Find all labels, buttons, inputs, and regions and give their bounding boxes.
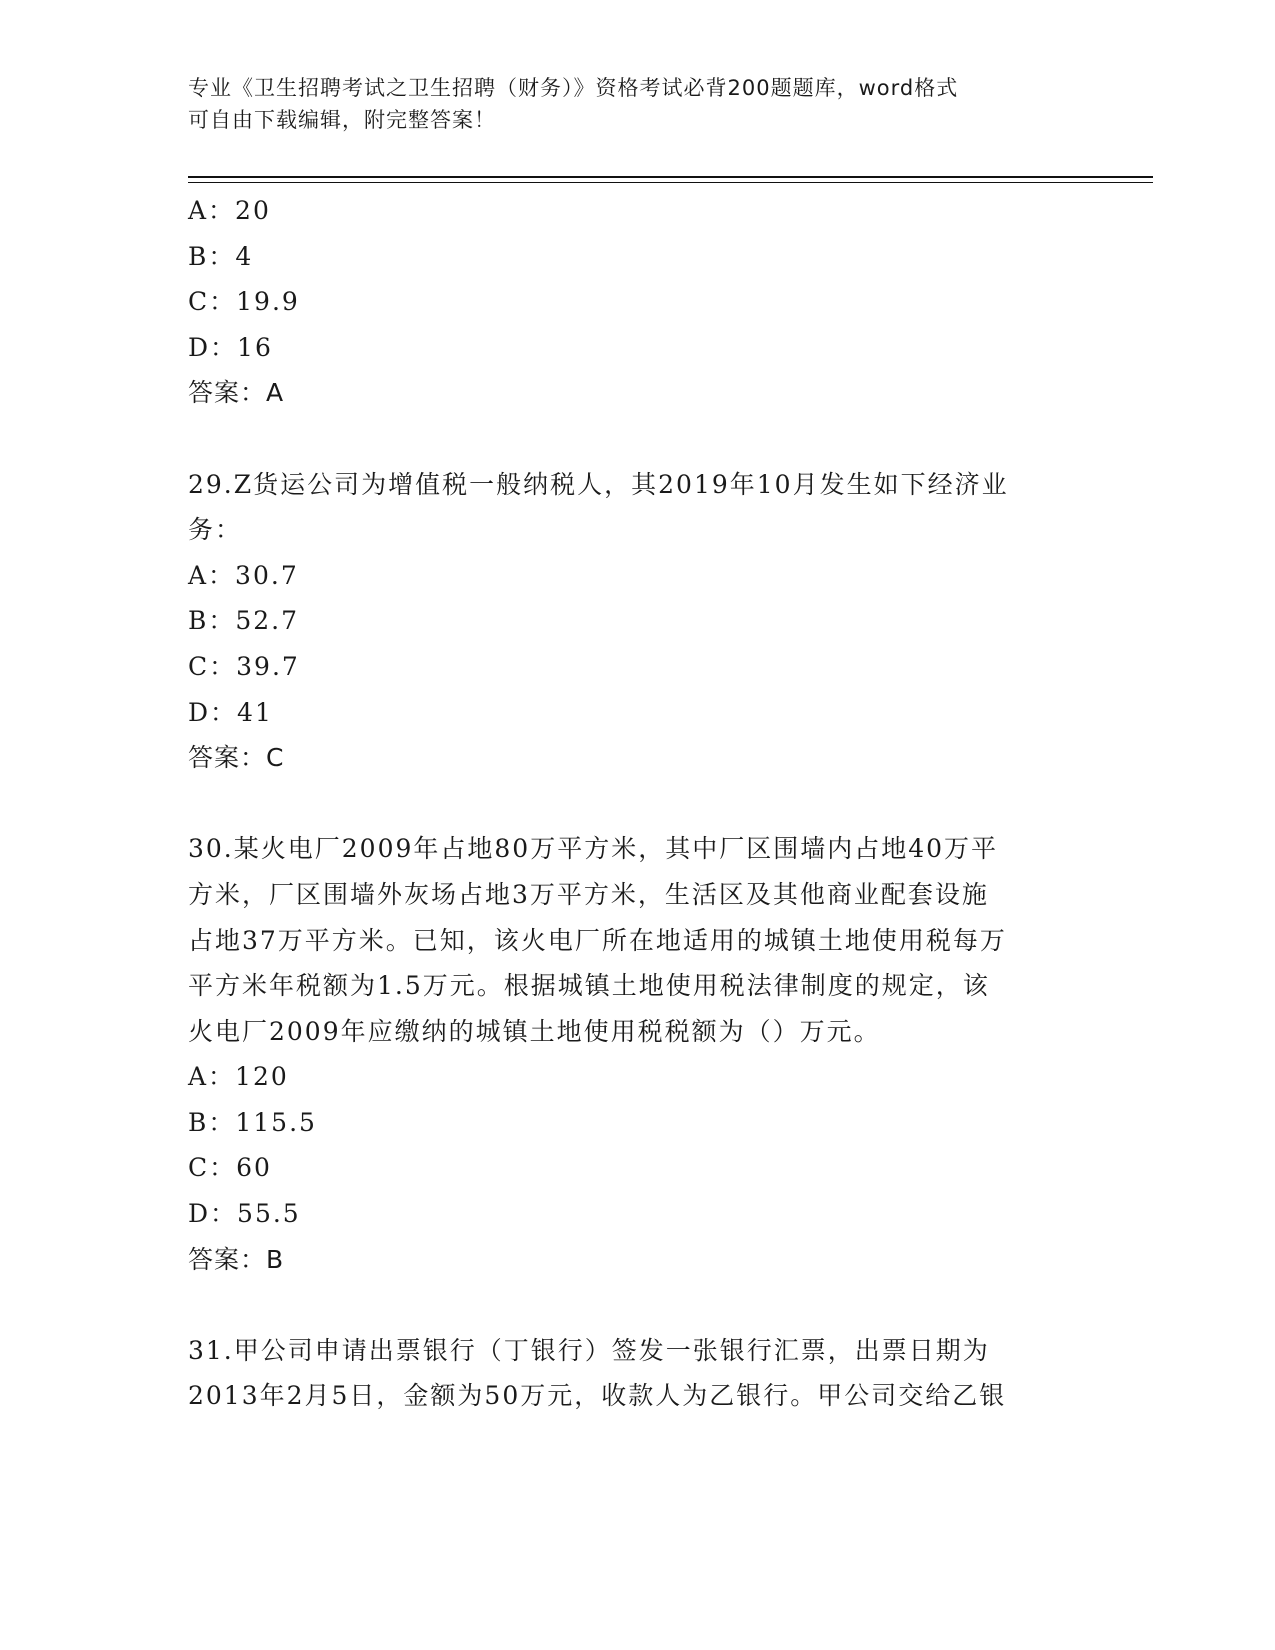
question-content (188, 188, 1088, 1419)
q28-option-b: B：4 (188, 241, 254, 271)
q31-stem-line-2: 2013年2月5日，金额为50万元，收款人为乙银行。甲公司交给乙银 (188, 1381, 1007, 1411)
q30-stem-line-3: 占地37万平方米。已知，该火电厂所在地适用的城镇土地使用税每万 (188, 925, 1007, 955)
q29-option-d: D：41 (188, 697, 273, 727)
header-title-line-2: 可自由下载编辑，附完整答案！ (188, 108, 496, 132)
spacer (188, 416, 1088, 462)
header-rule-thin (188, 182, 1153, 183)
q30-stem-line-4: 平方米年税额为1.5万元。根据城镇土地使用税法律制度的规定，该 (188, 971, 990, 1001)
spacer (188, 1282, 1088, 1328)
q30-option-b: B：115.5 (188, 1107, 317, 1137)
q29-stem-line-1: 29.Z货运公司为增值税一般纳税人，其2019年10月发生如下经济业 (188, 469, 1009, 499)
q30-stem-line-5: 火电厂2009年应缴纳的城镇土地使用税税额为（）万元。 (188, 1016, 881, 1046)
q30-stem-line-1: 30.某火电厂2009年占地80万平方米，其中厂区围墙内占地40万平 (188, 834, 999, 864)
q30-answer: 答案：B (188, 1244, 285, 1274)
header-title-line-1: 专业《卫生招聘考试之卫生招聘（财务）》资格考试必背200题题库，word格式 (188, 76, 959, 100)
q30-option-d: D：55.5 (188, 1199, 301, 1229)
q29-option-b: B：52.7 (188, 606, 300, 636)
q28-option-d: D：16 (188, 332, 273, 362)
q28-option-c: C：19.9 (188, 287, 300, 317)
q29-option-a: A：30.7 (188, 560, 299, 590)
q29-stem-line-2: 务： (188, 515, 243, 545)
q29-answer: 答案：C (188, 743, 285, 773)
header-rule-thick (188, 176, 1153, 178)
page-header (188, 72, 1068, 136)
q30-stem-line-2: 方米，厂区围墙外灰场占地3万平方米，生活区及其他商业配套设施 (188, 879, 989, 909)
q29-option-c: C：39.7 (188, 651, 300, 681)
q30-option-a: A：120 (188, 1062, 289, 1092)
q31-stem-line-1: 31.甲公司申请出票银行（丁银行）签发一张银行汇票，出票日期为 (188, 1335, 990, 1365)
q28-option-a: A：20 (188, 196, 271, 225)
q30-option-c: C：60 (188, 1153, 272, 1183)
spacer (188, 781, 1088, 827)
q28-answer: 答案：A (188, 378, 285, 408)
